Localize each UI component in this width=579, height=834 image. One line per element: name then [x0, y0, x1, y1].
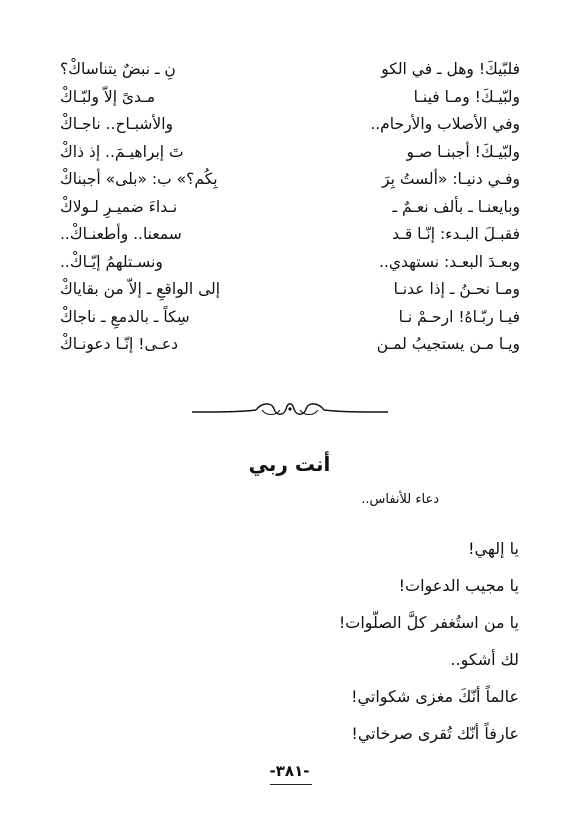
poem-line: [60, 304, 520, 332]
poem-line: [60, 56, 520, 84]
poem-right-hemistich: وفي الأصلاب والأرحام..: [370, 115, 520, 133]
section-title: أنت ربي: [248, 452, 331, 476]
poem-right-hemistich: ولبّيـكَ! أجبنـا صـو: [406, 142, 520, 161]
poem-left-hemistich: إلى الواقعِ ـ إلاّ من بقاياكْ: [60, 280, 221, 298]
section-dedication: دعاء للأنفاس..: [361, 492, 439, 507]
poem-left-hemistich: مـدىً إلاّ ولبّـاكْ: [60, 87, 156, 106]
poem-line: [60, 139, 520, 167]
poem-left-hemistich: سمعنا.. وأطعنـاكْ..: [60, 225, 182, 243]
poem-right-hemistich: فقبـلَ البـدء: إنّـا قـد: [392, 225, 520, 243]
prayer-line: عالماً أنّكَ مغزى شكواتي!: [351, 687, 519, 706]
prayer-line: عارفاً أنّك تُقرى صرخاتي!: [351, 724, 519, 743]
poem-line: [60, 249, 520, 277]
poem-left-hemistich: نـداءَ ضميـرِ لـولاكْ: [60, 197, 178, 216]
poem-line: [60, 331, 520, 359]
poem-left-hemistich: تَ إبراهيـمَ.. إذ ذاكْ: [60, 142, 184, 161]
page-number: -٣٨١-: [269, 762, 310, 780]
prayer-line: يا إلهي!: [468, 539, 519, 558]
poem-right-hemistich: ولبّيـكَ! ومـا فينـا: [413, 87, 520, 106]
poem-left-hemistich: بِكُم؟» ب: «بلى» أجبناكْ: [60, 170, 218, 188]
poem-right-hemistich: وفـي دنيـا: «ألستُ بِرَ: [382, 170, 520, 188]
poem-right-hemistich: ومـا نحـنُ ـ إذا عدنـا: [393, 280, 520, 298]
poem-line: [60, 84, 520, 112]
poem-right-hemistich: فيـا ربّـاهُ! ارحـمْ نـا: [398, 307, 520, 326]
prayer-line: يا من استُغفر كلَّ الصلّوات!: [338, 613, 519, 632]
poem-right-hemistich: وبعـدَ البعـد: نستهدي..: [379, 252, 520, 271]
poem-line: [60, 221, 520, 249]
poem-left-hemistich: دعـى! إنّـا دعونـاكْ: [60, 335, 179, 353]
poem-left-hemistich: نِ ـ نبضٌ يتناساكْ؟: [60, 60, 176, 78]
poem-left-hemistich: والأشبـاح.. ناجـاكْ: [60, 115, 174, 133]
poem-left-hemistich: ونسـتلهمُ إيّـاكْ..: [60, 252, 163, 271]
prayer-line: يا مجيب الدعوات!: [398, 576, 519, 595]
poem-line: [60, 276, 520, 304]
poem-line: [60, 111, 520, 139]
poem-right-hemistich: فلبّيكَ! وهل ـ في الكو: [381, 60, 520, 78]
ornamental-divider: [190, 398, 390, 420]
prayer-text: [99, 530, 519, 752]
page-number-underline: [270, 784, 312, 785]
poem-left-hemistich: سِكاً ـ بالدمعِ ـ ناجاكْ: [60, 307, 190, 326]
poem: [60, 56, 520, 359]
poem-line: [60, 166, 520, 194]
poem-right-hemistich: وبايعنـا ـ بألف نعـمٌ ـ: [392, 197, 520, 216]
poem-line: [60, 194, 520, 222]
poem-right-hemistich: ويـا مـن يستجيبُ لمـن: [376, 335, 520, 353]
prayer-line: لك أشكو..: [450, 650, 519, 669]
